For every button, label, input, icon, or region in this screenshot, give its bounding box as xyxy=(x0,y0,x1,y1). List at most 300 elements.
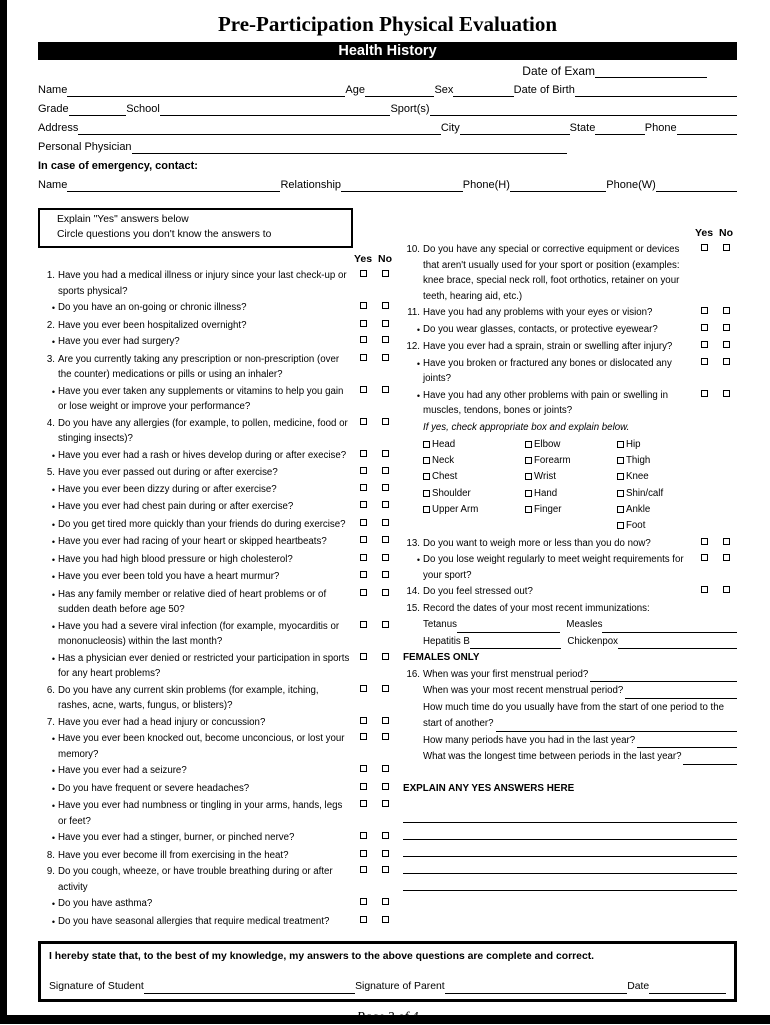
question-row xyxy=(38,318,396,334)
answer-checkbox[interactable] xyxy=(382,467,389,474)
field-input-line[interactable] xyxy=(445,981,628,994)
answer-cell[interactable] xyxy=(715,356,737,365)
note-text: If yes, check appropriate box and explain below. xyxy=(423,421,630,433)
answer-checkbox[interactable] xyxy=(360,450,367,457)
answer-cell[interactable] xyxy=(374,268,396,277)
continuation-text: How much time do you usually have from the start of one period to the xyxy=(423,701,725,713)
answer-cell[interactable] xyxy=(374,731,396,740)
answer-checkbox[interactable] xyxy=(360,653,367,660)
immunization-date-line[interactable] xyxy=(602,621,737,633)
answer-cell[interactable] xyxy=(374,864,396,873)
answer-cell[interactable] xyxy=(352,534,374,543)
answer-checkbox[interactable] xyxy=(382,302,389,309)
answer-checkbox[interactable] xyxy=(701,586,708,593)
field-input-line[interactable] xyxy=(144,981,355,994)
question-text: Do you have any allergies (for example, to pollen, medicine, food or stinging insects)? xyxy=(58,417,348,444)
answer-checkbox[interactable] xyxy=(360,270,367,277)
answer-checkbox[interactable] xyxy=(382,501,389,508)
answer-cell[interactable] xyxy=(715,388,737,397)
answer-checkbox[interactable] xyxy=(701,307,708,314)
question-text: Have you ever been dizzy during or after exercise? xyxy=(58,483,277,495)
answer-line[interactable] xyxy=(590,670,737,682)
answer-cell[interactable] xyxy=(374,352,396,361)
continuation-row xyxy=(403,683,737,699)
body-part-checkbox[interactable] xyxy=(617,506,624,513)
answer-checkbox[interactable] xyxy=(360,302,367,309)
question-number: 12. xyxy=(406,341,420,352)
field-input-line[interactable] xyxy=(69,103,127,116)
body-part-column xyxy=(525,436,617,534)
answer-cell[interactable] xyxy=(693,552,715,561)
body-part-option[interactable] xyxy=(525,469,617,485)
body-part-option[interactable] xyxy=(525,485,617,501)
field-input-line[interactable] xyxy=(67,84,345,97)
answer-checkbox[interactable] xyxy=(382,850,389,857)
question-text: Are you currently taking any prescription or non-prescription (over the counter) medications or pills or using an inhaler? xyxy=(58,353,340,380)
body-part-label: Finger xyxy=(534,503,562,515)
field-input-line[interactable] xyxy=(67,179,280,192)
answer-checkbox[interactable] xyxy=(360,866,367,873)
answer-checkbox[interactable] xyxy=(382,554,389,561)
body-part-checkbox[interactable] xyxy=(525,441,532,448)
answer-checkbox[interactable] xyxy=(360,336,367,343)
answer-checkbox[interactable] xyxy=(360,832,367,839)
answer-checkbox[interactable] xyxy=(382,916,389,923)
right-question-column xyxy=(403,226,737,931)
answer-checkbox[interactable] xyxy=(360,536,367,543)
answer-checkbox[interactable] xyxy=(701,538,708,545)
body-part-column xyxy=(423,436,525,534)
answer-cell[interactable] xyxy=(715,536,737,545)
answer-checkbox[interactable] xyxy=(360,554,367,561)
page-number: Page 3 of 4 xyxy=(356,1009,419,1024)
explain-answer-line[interactable] xyxy=(403,857,737,874)
answer-cell[interactable] xyxy=(715,339,737,348)
answer-cell[interactable] xyxy=(374,318,396,327)
answer-cell[interactable] xyxy=(374,848,396,857)
question-row xyxy=(38,569,396,586)
answer-cell[interactable] xyxy=(352,416,374,425)
answer-cell[interactable] xyxy=(352,683,374,692)
body-part-checkbox[interactable] xyxy=(617,441,624,448)
answer-checkbox[interactable] xyxy=(723,586,730,593)
answer-cell[interactable] xyxy=(352,848,374,857)
answer-checkbox[interactable] xyxy=(382,783,389,790)
answer-cell[interactable] xyxy=(352,798,374,807)
answer-checkbox[interactable] xyxy=(382,685,389,692)
question-row xyxy=(38,416,396,447)
answer-checkbox[interactable] xyxy=(701,324,708,331)
instruction-line-1: Explain "Yes" answers below xyxy=(57,214,189,225)
continuation-text: When was your most recent menstrual period? xyxy=(423,685,624,697)
body-part-checkbox[interactable] xyxy=(423,490,430,497)
answer-checkbox[interactable] xyxy=(701,358,708,365)
body-part-checkbox[interactable] xyxy=(617,457,624,464)
body-part-checkbox[interactable] xyxy=(423,506,430,513)
body-part-option[interactable] xyxy=(617,501,737,517)
answer-cell[interactable] xyxy=(352,465,374,474)
question-row xyxy=(38,781,396,798)
immunization-date-line[interactable] xyxy=(470,637,562,649)
question-row xyxy=(38,268,396,299)
answer-cell[interactable] xyxy=(715,305,737,314)
answer-cell[interactable] xyxy=(374,300,396,309)
field-input-line[interactable] xyxy=(453,84,513,97)
answer-checkbox[interactable] xyxy=(382,450,389,457)
answer-checkbox[interactable] xyxy=(360,386,367,393)
body-part-option[interactable] xyxy=(423,501,525,517)
bullet-marker: • xyxy=(51,589,55,600)
field-input-line[interactable] xyxy=(460,122,570,135)
question-row xyxy=(403,339,737,355)
answer-cell[interactable] xyxy=(374,715,396,724)
question-row xyxy=(38,798,396,829)
answer-checkbox[interactable] xyxy=(360,484,367,491)
continuation-text: How many periods have you had in the last year? xyxy=(423,734,636,746)
form-row xyxy=(38,97,737,116)
answer-cell[interactable] xyxy=(352,352,374,361)
answer-cell[interactable] xyxy=(693,356,715,365)
body-part-label: Foot xyxy=(626,520,646,532)
answer-cell[interactable] xyxy=(374,798,396,807)
answer-cell[interactable] xyxy=(352,914,374,923)
body-part-option[interactable] xyxy=(617,436,737,452)
question-text: Have you ever been told you have a heart murmur? xyxy=(58,571,280,582)
question-number: 13. xyxy=(406,537,420,549)
immunization-date-line[interactable] xyxy=(618,637,737,649)
answer-cell[interactable] xyxy=(693,536,715,545)
answer-checkbox[interactable] xyxy=(360,916,367,923)
body-part-checkbox[interactable] xyxy=(617,490,624,497)
date-of-exam-field[interactable] xyxy=(595,65,707,78)
answer-checkbox[interactable] xyxy=(360,765,367,772)
instruction-box xyxy=(38,208,353,248)
answer-cell[interactable] xyxy=(352,318,374,327)
field-input-line[interactable] xyxy=(430,103,737,116)
answer-cell[interactable] xyxy=(693,242,715,251)
answer-cell xyxy=(693,601,715,603)
bullet-marker: • xyxy=(51,572,55,582)
question-text: Has any family member or relative died of heart problems or of sudden death before age 50? xyxy=(58,588,327,615)
answer-cell[interactable] xyxy=(693,305,715,314)
answer-cell[interactable] xyxy=(715,242,737,251)
answer-cell[interactable] xyxy=(352,587,374,596)
answer-cell[interactable] xyxy=(693,388,715,397)
answer-cell[interactable] xyxy=(374,416,396,425)
answer-cell[interactable] xyxy=(374,569,396,578)
body-part-option[interactable] xyxy=(525,501,617,517)
answer-cell[interactable] xyxy=(374,896,396,905)
answer-cell[interactable] xyxy=(374,334,396,343)
body-part-option[interactable] xyxy=(525,436,617,452)
answer-cell[interactable] xyxy=(352,268,374,277)
answer-cell[interactable] xyxy=(374,587,396,596)
body-part-label: Thigh xyxy=(626,454,651,466)
field-label: Name xyxy=(38,84,68,96)
field-input-line[interactable] xyxy=(656,179,737,192)
answer-checkbox[interactable] xyxy=(382,571,389,578)
question-row xyxy=(38,619,396,650)
field-input-line[interactable] xyxy=(78,122,441,135)
answer-cell[interactable] xyxy=(374,651,396,660)
bullet-marker: • xyxy=(51,653,55,664)
answer-line[interactable] xyxy=(637,736,737,748)
answer-checkbox[interactable] xyxy=(701,554,708,561)
answer-checkbox[interactable] xyxy=(360,589,367,596)
answer-cell[interactable] xyxy=(374,619,396,628)
answer-checkbox[interactable] xyxy=(382,270,389,277)
question-row xyxy=(403,584,737,600)
question-number: 4. xyxy=(46,417,55,429)
answer-cell[interactable] xyxy=(352,552,374,561)
field-input-line[interactable] xyxy=(132,141,567,154)
bullet-marker: • xyxy=(51,519,55,530)
bullet-marker: • xyxy=(51,386,55,397)
body-part-option[interactable] xyxy=(617,452,737,468)
question-text: Do you wear glasses, contacts, or protective eyewear? xyxy=(423,323,658,335)
answer-cell[interactable] xyxy=(374,534,396,543)
answer-cell[interactable] xyxy=(352,763,374,772)
answer-checkbox[interactable] xyxy=(382,320,389,327)
answer-checkbox[interactable] xyxy=(360,783,367,790)
answer-checkbox[interactable] xyxy=(382,386,389,393)
answer-checkbox[interactable] xyxy=(360,717,367,724)
question-number: 3. xyxy=(46,353,55,365)
answer-checkbox[interactable] xyxy=(382,354,389,361)
answer-checkbox[interactable] xyxy=(360,519,367,526)
answer-checkbox[interactable] xyxy=(723,390,730,397)
answer-cell[interactable] xyxy=(715,322,737,331)
question-row xyxy=(38,300,396,317)
field-input-line[interactable] xyxy=(595,122,644,135)
question-row xyxy=(403,242,737,304)
answer-cell[interactable] xyxy=(374,482,396,491)
answer-checkbox[interactable] xyxy=(723,341,730,348)
answer-cell[interactable] xyxy=(693,584,715,593)
body-part-checkbox[interactable] xyxy=(525,473,532,480)
yes-column-header: Yes xyxy=(694,227,714,239)
form-title: Pre-Participation Physical Evaluation xyxy=(217,12,558,36)
explain-answer-line[interactable] xyxy=(403,823,737,840)
answer-cell[interactable] xyxy=(352,448,374,457)
question-row xyxy=(38,896,396,913)
body-part-checkbox[interactable] xyxy=(617,473,624,480)
question-text: Have you ever had racing of your heart or skipped heartbeats? xyxy=(58,536,327,547)
answer-checkbox[interactable] xyxy=(723,358,730,365)
question-number: 6. xyxy=(46,684,55,696)
answer-checkbox[interactable] xyxy=(360,418,367,425)
answer-cell[interactable] xyxy=(374,517,396,526)
answer-checkbox[interactable] xyxy=(382,519,389,526)
answer-checkbox[interactable] xyxy=(382,536,389,543)
note-row xyxy=(403,420,737,436)
answer-cell[interactable] xyxy=(374,384,396,393)
answer-cell[interactable] xyxy=(352,896,374,905)
question-row xyxy=(38,683,396,714)
answer-checkbox[interactable] xyxy=(382,733,389,740)
question-row xyxy=(403,667,737,683)
answer-cell[interactable] xyxy=(374,552,396,561)
body-part-label: Knee xyxy=(626,471,649,483)
answer-cell[interactable] xyxy=(715,584,737,593)
answer-checkbox[interactable] xyxy=(723,538,730,545)
question-text: When was your first menstrual period? xyxy=(423,668,589,680)
bullet-marker: • xyxy=(51,484,55,495)
body-part-column xyxy=(617,436,737,534)
body-part-checkbox[interactable] xyxy=(423,473,430,480)
answer-cell[interactable] xyxy=(352,651,374,660)
field-input-line[interactable] xyxy=(510,179,606,192)
answer-cell[interactable] xyxy=(352,300,374,309)
answer-checkbox[interactable] xyxy=(360,733,367,740)
answer-cell[interactable] xyxy=(352,619,374,628)
answer-cell[interactable] xyxy=(352,334,374,343)
body-part-option[interactable] xyxy=(423,452,525,468)
explain-answer-line[interactable] xyxy=(403,840,737,857)
question-text: Do you have seasonal allergies that require medical treatment? xyxy=(58,915,330,927)
answer-cell[interactable] xyxy=(352,517,374,526)
answer-checkbox[interactable] xyxy=(382,621,389,628)
question-row xyxy=(38,534,396,551)
question-text: Have you ever become ill from exercising in the heat? xyxy=(58,849,289,861)
body-part-option[interactable] xyxy=(617,485,737,501)
field-input-line[interactable] xyxy=(341,179,463,192)
field-label: Phone xyxy=(644,122,677,134)
answer-cell[interactable] xyxy=(374,465,396,474)
question-text: Has a physician ever denied or restricted your participation in sports for any heart problems? xyxy=(58,652,350,679)
answer-checkbox[interactable] xyxy=(360,571,367,578)
answer-cell[interactable] xyxy=(352,864,374,873)
answer-checkbox[interactable] xyxy=(360,898,367,905)
answer-cell[interactable] xyxy=(352,384,374,393)
field-input-line[interactable] xyxy=(677,122,737,135)
field-input-line[interactable] xyxy=(575,84,737,97)
answer-cell[interactable] xyxy=(352,715,374,724)
answer-checkbox[interactable] xyxy=(701,341,708,348)
answer-checkbox[interactable] xyxy=(723,554,730,561)
answer-checkbox[interactable] xyxy=(360,501,367,508)
answer-checkbox[interactable] xyxy=(382,717,389,724)
answer-checkbox[interactable] xyxy=(382,653,389,660)
body-part-checkbox[interactable] xyxy=(617,522,624,529)
answer-checkbox[interactable] xyxy=(360,621,367,628)
answer-checkbox[interactable] xyxy=(360,850,367,857)
answer-cell[interactable] xyxy=(693,322,715,331)
answer-cell[interactable] xyxy=(693,339,715,348)
answer-cell[interactable] xyxy=(374,499,396,508)
field-input-line[interactable] xyxy=(160,103,391,116)
answer-checkbox[interactable] xyxy=(701,390,708,397)
question-text: Have you ever had surgery? xyxy=(58,336,180,347)
answer-checkbox[interactable] xyxy=(723,244,730,251)
field-input-line[interactable] xyxy=(365,84,435,97)
question-row xyxy=(403,322,737,339)
answer-checkbox[interactable] xyxy=(382,589,389,596)
answer-checkbox[interactable] xyxy=(360,685,367,692)
question-number: 10. xyxy=(406,244,420,255)
answer-cell[interactable] xyxy=(374,683,396,692)
answer-checkbox[interactable] xyxy=(382,898,389,905)
instruction-line-2: Circle questions you don't know the answers to xyxy=(57,229,272,240)
answer-checkbox[interactable] xyxy=(723,307,730,314)
answer-checkbox[interactable] xyxy=(360,354,367,361)
body-part-checkbox[interactable] xyxy=(423,441,430,448)
no-column-header: No xyxy=(378,253,392,265)
answer-cell[interactable] xyxy=(715,552,737,561)
body-part-option[interactable] xyxy=(525,452,617,468)
explain-answer-line[interactable] xyxy=(403,806,737,823)
bullet-marker: • xyxy=(51,621,55,632)
field-label: Signature of Student xyxy=(49,981,144,992)
question-row xyxy=(38,651,396,682)
answer-checkbox[interactable] xyxy=(382,336,389,343)
body-part-option[interactable] xyxy=(423,436,525,452)
answer-cell[interactable] xyxy=(352,731,374,740)
answer-checkbox[interactable] xyxy=(382,866,389,873)
body-part-checkbox[interactable] xyxy=(525,490,532,497)
field-label: Address xyxy=(38,122,79,134)
field-label: Age xyxy=(345,84,365,96)
answer-line[interactable] xyxy=(683,753,737,765)
answer-checkbox[interactable] xyxy=(723,324,730,331)
body-part-label: Upper Arm xyxy=(432,503,479,515)
form-row xyxy=(38,135,737,154)
body-part-option[interactable] xyxy=(617,517,737,533)
answer-checkbox[interactable] xyxy=(360,467,367,474)
question-text: Have you ever had a sprain, strain or swelling after injury? xyxy=(423,341,673,352)
spacer xyxy=(403,226,693,240)
body-part-option[interactable] xyxy=(423,485,525,501)
answer-checkbox[interactable] xyxy=(701,244,708,251)
answer-cell[interactable] xyxy=(352,569,374,578)
bullet-marker: • xyxy=(416,555,420,566)
body-part-checkbox[interactable] xyxy=(525,506,532,513)
answer-checkbox[interactable] xyxy=(360,800,367,807)
body-part-option[interactable] xyxy=(617,469,737,485)
body-part-checkbox[interactable] xyxy=(423,457,430,464)
answer-line[interactable] xyxy=(625,687,737,699)
answer-checkbox[interactable] xyxy=(382,484,389,491)
immunization-date-line[interactable] xyxy=(457,621,560,633)
field-input-line[interactable] xyxy=(649,981,726,994)
answer-cell[interactable] xyxy=(352,781,374,790)
answer-checkbox[interactable] xyxy=(360,320,367,327)
answer-line[interactable] xyxy=(496,720,737,732)
answer-cell[interactable] xyxy=(352,482,374,491)
answer-checkbox[interactable] xyxy=(382,418,389,425)
left-question-column xyxy=(38,208,403,931)
explain-answer-line[interactable] xyxy=(403,874,737,891)
answer-checkbox[interactable] xyxy=(382,832,389,839)
body-part-label: Shin/calf xyxy=(626,487,664,499)
answer-cell[interactable] xyxy=(352,830,374,839)
answer-cell[interactable] xyxy=(374,914,396,923)
answer-cell[interactable] xyxy=(374,830,396,839)
body-part-option[interactable] xyxy=(423,469,525,485)
answer-checkbox[interactable] xyxy=(382,765,389,772)
yes-no-header-left xyxy=(38,252,396,266)
body-part-checkbox[interactable] xyxy=(525,457,532,464)
question-number: 1. xyxy=(46,270,55,281)
answer-cell[interactable] xyxy=(352,499,374,508)
answer-cell[interactable] xyxy=(374,448,396,457)
continuation-text: What was the longest time between periods in the last year? xyxy=(423,751,682,763)
question-row xyxy=(38,848,396,864)
answer-cell[interactable] xyxy=(374,781,396,790)
answer-cell[interactable] xyxy=(374,763,396,772)
body-part-label: Ankle xyxy=(626,503,651,515)
answer-checkbox[interactable] xyxy=(382,800,389,807)
